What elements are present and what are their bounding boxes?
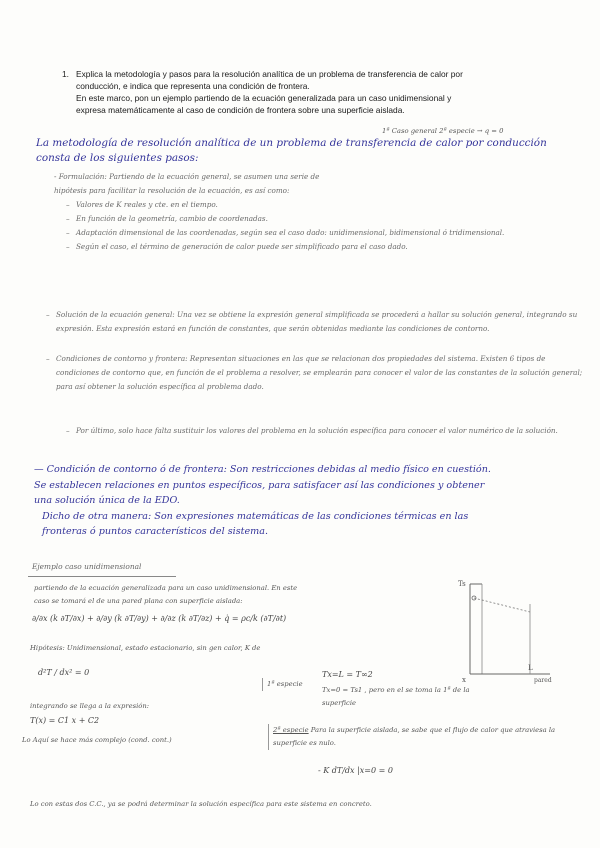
question-line-3: En este marco, pon un ejemplo partiendo de la ecuación generalizada para un caso unidimensional y xyxy=(76,93,452,103)
label-l: L xyxy=(528,664,533,672)
bc-2-text: Para la superficie aislada, se sabe que el flujo de calor que atraviesa la superficie es nulo. xyxy=(273,726,556,747)
hipotesis-2: – En función de la geometría, cambio de coordenadas. xyxy=(46,212,586,226)
hipotesis-4: – Según el caso, el término de generación de calor puede ser simplificado para el caso dado. xyxy=(46,240,586,254)
condicion-line-2: Se establecen relaciones en puntos específicos, para satisfacer así las condiciones y obtener xyxy=(34,479,485,491)
label-x: x xyxy=(462,676,466,684)
ultimo-block xyxy=(46,424,586,438)
solucion-text: – Solución de la ecuación general: Una vez se obtiene la expresión general simplificada se procederá a hallar su solución general, integrando su expresión. Esta expresión estará en función de constantes, que serán obtenidas mediante las condiciones de contorno. xyxy=(46,308,586,336)
lead-paragraph: La metodología de resolución analítica de un problema de transferencia de calor por conducción consta de los siguientes pasos: xyxy=(36,137,547,164)
hipotesis-1: – Valores de K reales y cte. en el tiempo. xyxy=(46,198,586,212)
example-intro xyxy=(34,582,434,608)
ultimo-text: – Por último, solo hace falta sustituir los valores del problema en la solución específica para conocer el valor numérico de la solución. xyxy=(46,424,586,438)
question-line-2: conducción, e indica que representa una condición de frontera. xyxy=(76,81,310,91)
bc-label-1: 1ª especie xyxy=(262,678,327,691)
condicion-line-1: — Condición de contorno ó de frontera: Son restricciones debidas al medio físico en cuestión. xyxy=(34,464,491,475)
condicion-line-3: una solución única de la EDO. xyxy=(34,495,180,506)
general-solution: T(x) = C1 x + C2 xyxy=(30,716,100,725)
formulacion-line-1: - Formulación: Partiendo de la ecuación general, se asumen una serie de xyxy=(54,172,320,181)
wall-diagram xyxy=(440,574,560,684)
top-note: 1ª Caso general 2ª especie → q = 0 xyxy=(382,127,504,135)
general-equation: ∂/∂x (k ∂T/∂x) + ∂/∂y (k ∂T/∂y) + ∂/∂z (k ∂T/∂z) + q̇ = ρc/k (∂T/∂t) xyxy=(32,614,287,623)
example-hipotesis: Hipótesis: Unidimensional, estado estacionario, sin gen calor, K de xyxy=(30,644,261,652)
contorno-text: – Condiciones de contorno y frontera: Representan situaciones en las que se relacionan dos propiedades del sistema. Existen 6 tipos de condiciones de contorno que, en función de el problema a resolver, se emplearán para conocer el valor de las constantes de la solución general; para así obtener la solución específica al problema dado. xyxy=(46,352,586,394)
bc-1b: Tx=0 = Ts1 , pero en el se toma la 1ª de la superficie xyxy=(322,686,470,707)
question-block xyxy=(62,68,568,116)
question-number: 1. xyxy=(62,69,69,79)
condicion-line-4: Dicho de otra manera: Son expresiones matemáticas de las condiciones térmicas en las xyxy=(42,510,469,522)
condicion-block xyxy=(34,462,586,540)
label-wall: pared xyxy=(534,677,552,684)
bc-2-block xyxy=(268,724,573,750)
simplified-equation: d²T / dx² = 0 xyxy=(38,668,90,677)
question-line-1: Explica la metodología y pasos para la resolución analítica de un problema de transferencia de calor por xyxy=(76,69,463,79)
condicion-line-5: fronteras ó puntos característicos del sistema. xyxy=(42,526,269,537)
solucion-block xyxy=(46,308,586,336)
formulacion-line-2: hipótesis para facilitar la resolución de la ecuación, es así como: xyxy=(54,186,290,195)
example-intro-line-1: partiendo de la ecuación generalizada para un caso unidimensional. En este xyxy=(34,584,298,592)
example-title: Ejemplo caso unidimensional xyxy=(32,562,142,571)
bc-1a: Tx=L = T∞2 xyxy=(322,670,373,679)
conclusion-text: Lo con estas dos C.C., ya se podrá determinar la solución específica para este sistema en concreto. xyxy=(30,800,372,808)
aqui-text: Lo Aquí se hace más complejo (cond. cont.) xyxy=(22,736,172,744)
contorno-block xyxy=(46,352,586,394)
integrating-text: integrando se llega a la expresión: xyxy=(30,702,150,710)
label-ts: Ts xyxy=(458,580,466,588)
example-title-underline xyxy=(28,576,176,577)
example-intro-line-2: caso se tomará el de una pared plana con superficie aislada: xyxy=(34,597,243,605)
question-line-4: expresa matemáticamente al caso de condición de frontera sobre una superficie aislada. xyxy=(76,105,405,115)
formulacion-block xyxy=(46,170,586,254)
bc-2-equation: - K dT/dx |x=0 = 0 xyxy=(318,766,393,775)
bc-label-2: 2ª especie xyxy=(273,726,309,734)
hipotesis-3: – Adaptación dimensional de las coordenadas, según sea el caso dado: unidimensional, bidimensional ó tridimensional. xyxy=(46,226,586,240)
